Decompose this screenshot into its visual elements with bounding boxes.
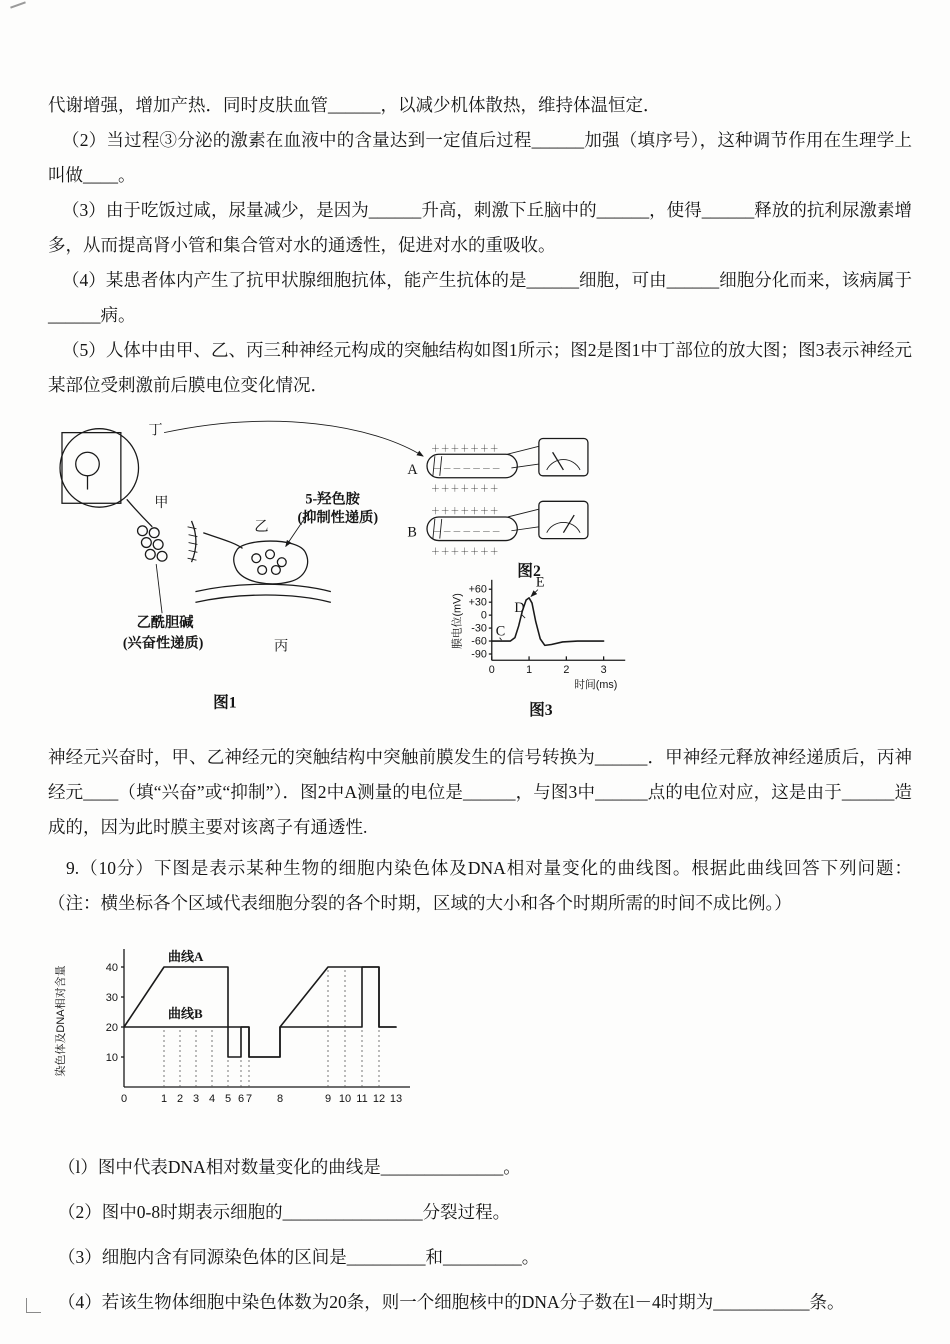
paragraph-q5: （5）人体中由甲、乙、丙三种神经元构成的突触结构如图1所示；图2是图1中丁部位的放大图；图3表示神经元某部位受刺激前后膜电位变化情况． (48, 340, 912, 395)
fig3-y-tick-label: +60 (468, 583, 487, 596)
x-tick-label: 3 (192, 1093, 200, 1105)
fig3-y-tick-label: -90 (471, 648, 487, 661)
x-tick-label: 8 (276, 1093, 284, 1105)
fig3-y-tick-label: +30 (468, 596, 487, 609)
figure2-caption: 图2 (517, 562, 541, 580)
serotonin-label: 5-羟色胺 (305, 491, 360, 508)
charges-inside-minus-a: －－－－－－－ (432, 463, 502, 474)
fig3-xlabel: 时间(ms) (574, 678, 618, 691)
paragraph-q2: （2）当过程③分泌的激素在血液中的含量达到一定值后过程______加强（填序号），这种调节作用在生理学上叫做____。 (48, 130, 912, 185)
label-ding: 丁 (148, 422, 163, 439)
figure-2-axon-measurements (407, 439, 588, 580)
fig3-ylabel: 膜电位(mV) (451, 593, 464, 649)
x-tick-label: 9 (324, 1093, 332, 1105)
curve-b-label: 曲线B (168, 1006, 203, 1021)
sub-question-2: （2）图中0-8时期表示细胞的________________分裂过程。 (58, 1202, 511, 1222)
x-tick-label: 0 (120, 1093, 128, 1105)
chart-ylabel: 染色体及DNA相对含量 (55, 965, 67, 1077)
fig3-y-tick-label: 0 (480, 609, 487, 622)
figures-1-2-3 (48, 413, 912, 727)
label-bing: 丙 (273, 638, 289, 655)
figure3-caption: 图3 (529, 702, 553, 720)
page-content (48, 88, 912, 1325)
x-tick-label: 7 (245, 1093, 253, 1105)
charges-outside-plus-a: ＋＋＋＋＋＋＋ (430, 443, 500, 454)
paragraph-q4: （4）某患者体内产生了抗甲状腺细胞抗体，能产生抗体的是______细胞，可由______细胞分化而来，该病属于______病。 (48, 270, 912, 325)
point-c-label: C (495, 623, 506, 640)
x-tick-label: 5 (224, 1093, 232, 1105)
fig3-x-tick-label: 0 (488, 664, 495, 677)
sub-questions (48, 1145, 912, 1325)
x-tick-label: 10 (338, 1093, 352, 1105)
x-tick-label: 11 (356, 1093, 368, 1105)
charges-inside-minus-b: －－－－－－－ (432, 526, 502, 537)
paragraph-q3: （3）由于吃饭过咸，尿量减少，是因为______升高，刺激下丘脑中的______，使得______释放的抗利尿激素增多，从而提高肾小管和集合管对水的通透性，促进对水的重吸收。 (48, 200, 912, 255)
voltmeter-b (539, 501, 588, 538)
y-tick-label: 30 (105, 992, 118, 1004)
curve-a-label: 曲线A (168, 949, 204, 964)
figure-strip (48, 413, 912, 732)
y-tick-label: 10 (105, 1052, 118, 1064)
scan-mark-top (10, 1, 26, 8)
x-tick-label: 2 (176, 1093, 184, 1105)
paragraph-question-9: 9.（10分）下图是表示某种生物的细胞内染色体及DNA相对量变化的曲线图。根据此曲线回答下列问题：（注：横坐标各个区域代表细胞分裂的各个时期，区域的大小和各个时期所需的时间不成比例。） (48, 858, 912, 913)
figure1-caption: 图1 (213, 694, 237, 712)
x-tick-label: 6 (237, 1093, 245, 1105)
chromosome-dna-chart-svg (48, 929, 478, 1114)
data-series-b (124, 967, 396, 1057)
label-b: B (407, 524, 417, 541)
fig3-y-tick-label: -60 (471, 635, 487, 648)
sub-question-4: （4）若该生物体细胞中染色体数为20条，则一个细胞核中的DNA分子数在l－4时期为___________条。 (58, 1292, 845, 1312)
fig3-x-tick-label: 3 (600, 664, 607, 677)
charges-outside-plus-b2: ＋＋＋＋＋＋＋ (430, 546, 500, 557)
figure-1-synapse-diagram (60, 421, 423, 711)
charges-outside-plus-a2: ＋＋＋＋＋＋＋ (430, 483, 500, 494)
label-yi: 乙 (254, 518, 269, 535)
point-e-label: E (535, 574, 545, 591)
ach-note: (兴奋性递质) (122, 635, 204, 652)
charges-outside-plus-b: ＋＋＋＋＋＋＋ (430, 506, 500, 517)
x-tick-label: 12 (372, 1093, 386, 1105)
serotonin-note: (抑制性递质) (297, 509, 379, 526)
x-tick-label: 13 (389, 1093, 403, 1105)
fig3-plot-area (469, 584, 607, 676)
label-jia: 甲 (154, 495, 169, 512)
chart-plot-area (106, 949, 402, 1105)
fig3-x-tick-label: 2 (563, 664, 570, 677)
point-d-label: D (514, 600, 525, 617)
label-a: A (407, 461, 418, 478)
ding-arrow (164, 421, 423, 456)
paragraph-metabolism: 代谢增强，增加产热．同时皮肤血管______，以减少机体散热，维持体温恒定． (48, 95, 661, 115)
fig3-x-tick-label: 1 (526, 664, 533, 677)
membrane-potential-curve (492, 598, 604, 645)
fig3-y-tick-label: -30 (471, 622, 487, 635)
sub-question-3: （3）细胞内含有同源染色体的区间是_________和_________。 (58, 1247, 540, 1267)
sub-question-1: （l）图中代表DNA相对数量变化的曲线是______________。 (58, 1157, 521, 1177)
x-tick-label: 4 (208, 1093, 216, 1105)
paragraph-q5-followup: 神经元兴奋时，甲、乙神经元的突触结构中突触前膜发生的信号转换为______．甲神经元释放神经递质后，丙神经元____（填“兴奋”或“抑制”）．图2中A测量的电位是______，与图3中______点的电位对应，这是由于______造成的，因为此时膜主要对该离子有通透性. (48, 747, 912, 837)
chromosome-dna-chart (48, 929, 912, 1119)
voltmeter-a (539, 439, 588, 476)
data-series-a (124, 967, 396, 1057)
scan-mark-bottom (26, 1298, 41, 1313)
y-tick-label: 20 (105, 1022, 118, 1034)
y-tick-label: 40 (105, 962, 118, 974)
x-tick-label: 1 (160, 1093, 168, 1105)
ach-label: 乙酰胆碱 (136, 614, 194, 631)
figure-3-potential-graph (450, 575, 625, 720)
